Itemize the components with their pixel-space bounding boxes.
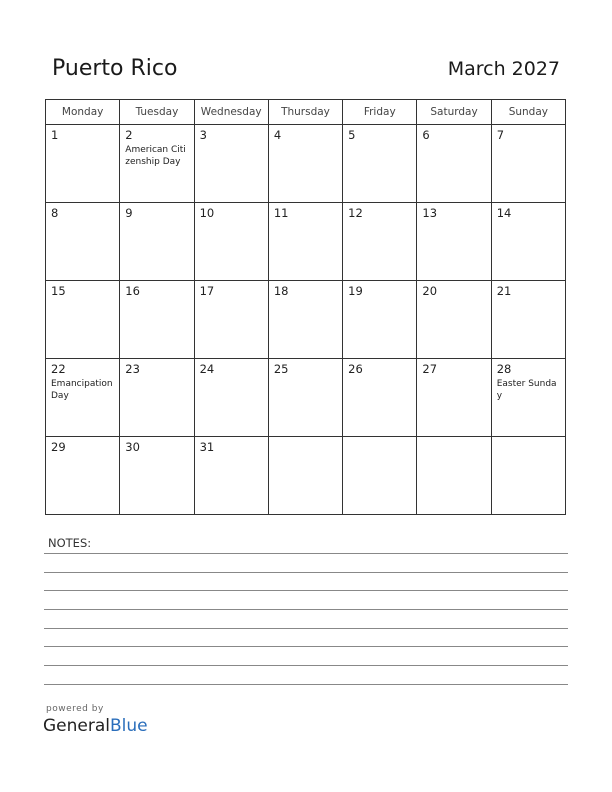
day-cell[interactable] [46, 359, 120, 437]
weekday-friday: Friday [343, 100, 417, 125]
day-number: 6 [422, 128, 430, 142]
day-cell[interactable] [46, 437, 120, 515]
day-cell[interactable] [268, 203, 342, 281]
day-cell[interactable] [194, 125, 268, 203]
month-year-title: March 2027 [447, 58, 560, 80]
day-number: 29 [51, 440, 66, 454]
holiday-label: American Citizenship Day [125, 145, 186, 167]
day-cell[interactable] [120, 203, 194, 281]
week-row [46, 437, 566, 515]
holiday-label: Easter Sunday [496, 379, 557, 401]
day-number: 27 [422, 362, 438, 376]
day-number: 4 [273, 128, 282, 142]
day-cell[interactable] [46, 203, 120, 281]
day-number: 18 [273, 284, 289, 298]
day-number: 5 [348, 128, 356, 142]
day-cell[interactable] [268, 437, 342, 515]
day-number: 10 [199, 206, 215, 220]
day-cell[interactable] [194, 203, 268, 281]
day-number: 16 [125, 284, 140, 298]
day-cell[interactable] [491, 125, 565, 203]
day-cell[interactable] [343, 359, 417, 437]
day-number: 31 [199, 440, 215, 454]
day-cell[interactable] [417, 437, 491, 515]
powered-by-text: powered by [46, 704, 104, 714]
day-number: 15 [51, 284, 66, 298]
day-number: 24 [199, 362, 215, 376]
day-cell[interactable] [491, 359, 565, 437]
notes-line [44, 665, 568, 666]
week-row [46, 281, 566, 359]
day-cell[interactable] [194, 281, 268, 359]
day-cell[interactable] [120, 437, 194, 515]
notes-line [44, 684, 568, 685]
region-title: Puerto Rico [52, 56, 178, 81]
day-cell[interactable] [491, 437, 565, 515]
day-number: 13 [422, 206, 438, 220]
day-cell[interactable] [417, 125, 491, 203]
day-number: 19 [348, 284, 363, 298]
day-cell[interactable] [491, 203, 565, 281]
day-number: 17 [199, 284, 215, 298]
notes-line [44, 572, 568, 573]
day-cell[interactable] [343, 281, 417, 359]
generalblue-logo[interactable] [43, 716, 148, 736]
calendar-grid [45, 99, 566, 515]
day-number: 9 [125, 206, 133, 220]
weekday-header-row [46, 100, 566, 125]
day-cell[interactable] [417, 281, 491, 359]
day-cell[interactable] [194, 437, 268, 515]
day-number: 26 [348, 362, 363, 376]
day-cell[interactable] [491, 281, 565, 359]
weekday-thursday: Thursday [268, 100, 342, 125]
day-number: 3 [199, 128, 207, 142]
day-number: 22 [51, 362, 66, 376]
day-number: 21 [496, 284, 512, 298]
day-cell[interactable] [343, 203, 417, 281]
weekday-monday: Monday [46, 100, 120, 125]
day-cell[interactable] [120, 281, 194, 359]
day-number: 30 [125, 440, 140, 454]
notes-line [44, 590, 568, 591]
holiday-label: Emancipation Day [51, 379, 113, 401]
day-cell[interactable] [417, 203, 491, 281]
day-number: 14 [496, 206, 512, 220]
notes-line [44, 646, 568, 647]
week-row [46, 125, 566, 203]
day-cell[interactable] [120, 359, 194, 437]
day-number: 12 [348, 206, 363, 220]
day-cell[interactable] [46, 125, 120, 203]
day-number: 8 [51, 206, 59, 220]
week-row [46, 359, 566, 437]
weekday-wednesday: Wednesday [194, 100, 268, 125]
notes-line [44, 609, 568, 610]
day-number: 20 [422, 284, 438, 298]
day-cell[interactable] [343, 437, 417, 515]
weekday-tuesday: Tuesday [120, 100, 194, 125]
day-cell[interactable] [268, 281, 342, 359]
brand-blue: Blue [110, 716, 148, 736]
day-number: 7 [496, 128, 505, 142]
day-cell[interactable] [46, 281, 120, 359]
day-number: 25 [273, 362, 289, 376]
notes-label: NOTES: [48, 536, 92, 550]
day-cell[interactable] [194, 359, 268, 437]
day-cell[interactable] [268, 359, 342, 437]
day-number: 2 [125, 128, 133, 142]
day-number: 1 [51, 128, 59, 142]
day-cell[interactable] [343, 125, 417, 203]
notes-line [44, 553, 568, 554]
day-number: 28 [496, 362, 512, 376]
day-number: 11 [273, 206, 289, 220]
week-row [46, 203, 566, 281]
day-cell[interactable] [417, 359, 491, 437]
day-cell[interactable] [268, 125, 342, 203]
notes-line [44, 628, 568, 629]
weekday-sunday: Sunday [491, 100, 565, 125]
day-cell[interactable] [120, 125, 194, 203]
brand-general: General [43, 716, 110, 736]
weekday-saturday: Saturday [417, 100, 491, 125]
day-number: 23 [125, 362, 140, 376]
